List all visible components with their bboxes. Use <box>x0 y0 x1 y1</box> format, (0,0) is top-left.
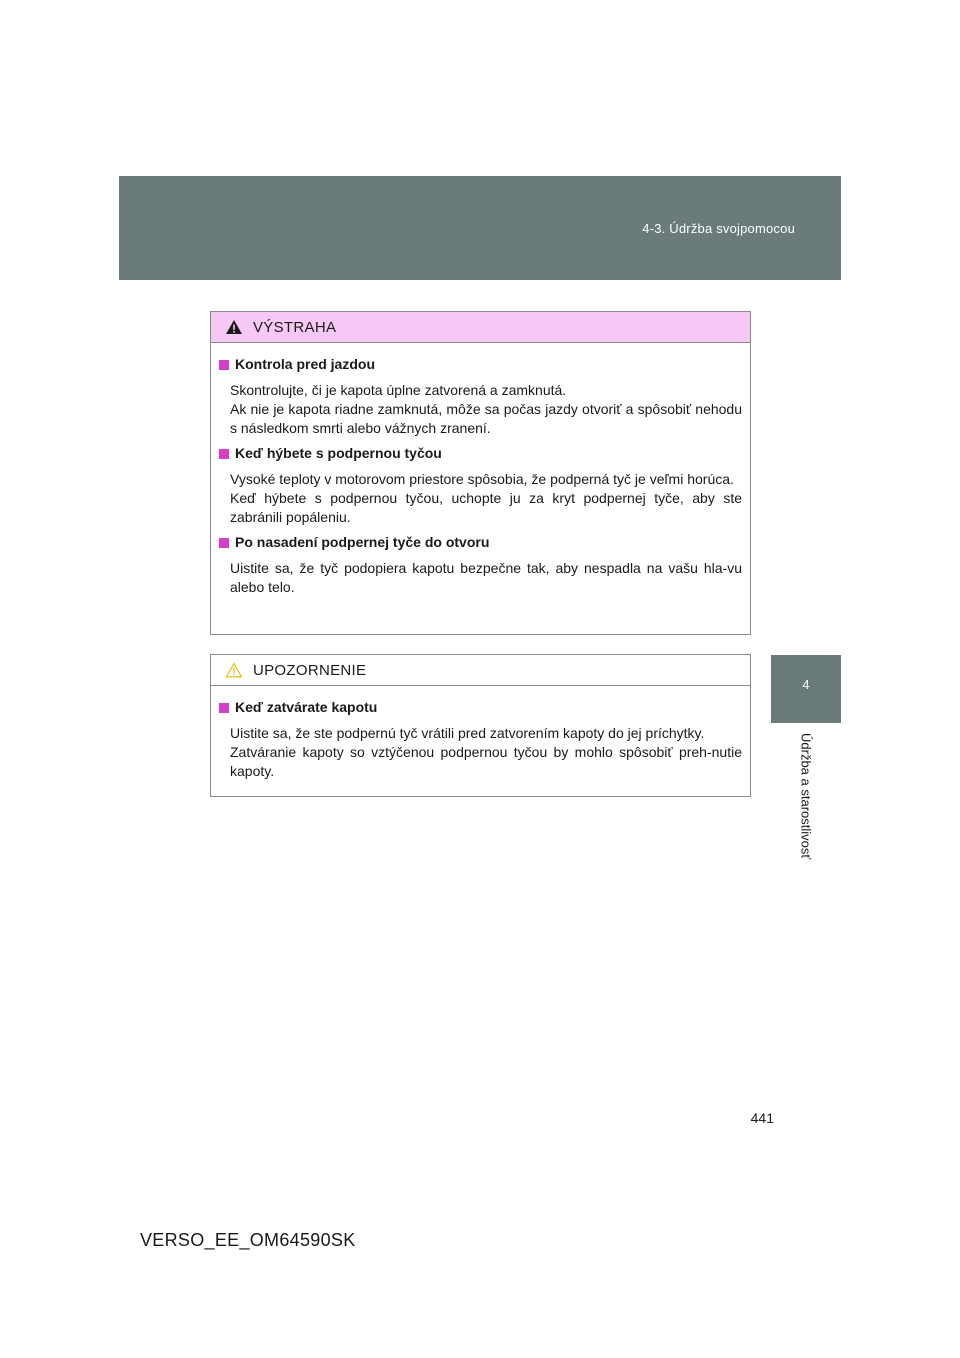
header-band <box>119 176 841 280</box>
text-line: Keď hýbete s podpernou tyčou, uchopte ju za kryt podpernej tyče, aby ste zabránili popáleniu. <box>230 490 742 525</box>
caution-triangle-icon <box>225 662 243 678</box>
warning-section-title <box>219 533 742 552</box>
square-bullet-icon <box>219 538 229 548</box>
warning-section-title <box>219 444 742 463</box>
warning-header <box>211 312 750 343</box>
warning-triangle-icon <box>225 319 243 335</box>
page-number: 441 <box>750 1110 774 1126</box>
section-title: 4-3. Údržba svojpomocou <box>642 221 795 236</box>
warning-body <box>211 343 750 597</box>
square-bullet-icon <box>219 449 229 459</box>
warning-section-title-text: Keď hýbete s podpernou tyčou <box>235 445 442 461</box>
warning-section-title-text: Kontrola pred jazdou <box>235 356 375 372</box>
caution-section-title-text: Keď zatvárate kapotu <box>235 699 378 715</box>
caution-box <box>210 654 751 797</box>
chapter-number: 4 <box>802 677 810 692</box>
text-line: Ak nie je kapota riadne zamknutá, môže sa počas jazdy otvoriť a spôsobiť nehodu s následkom smrti alebo vážnych zranení. <box>230 401 742 436</box>
caution-body <box>211 686 750 781</box>
caution-section-title <box>219 698 742 717</box>
text-line: Zatváranie kapoty so vztýčenou podpernou tyčou by mohlo spôsobiť preh-nutie kapoty. <box>230 744 742 779</box>
square-bullet-icon <box>219 703 229 713</box>
text-line: Uistite sa, že tyč podopiera kapotu bezpečne tak, aby nespadla na vašu hla-vu alebo telo. <box>230 560 742 595</box>
warning-box <box>210 311 751 635</box>
warning-paragraph <box>219 559 742 597</box>
caution-label: UPOZORNENIE <box>253 661 367 679</box>
chapter-side-label-text: Údržba a starostlivosť <box>798 733 814 860</box>
warning-paragraph <box>219 381 742 438</box>
chapter-tab <box>771 655 841 723</box>
warning-label: VÝSTRAHA <box>253 318 337 336</box>
caution-paragraph <box>219 724 742 781</box>
warning-section-title-text: Po nasadení podpernej tyče do otvoru <box>235 534 490 550</box>
text-line: Uistite sa, že ste podpernú tyč vrátili pred zatvorením kapoty do jej príchytky. <box>230 725 705 741</box>
document-code: VERSO_EE_OM64590SK <box>140 1230 356 1250</box>
text-line: Vysoké teploty v motorovom priestore spôsobia, že podperná tyč je veľmi horúca. <box>230 471 734 487</box>
chapter-side-label <box>796 733 816 873</box>
warning-section-title <box>219 355 742 374</box>
text-line: Skontrolujte, či je kapota úplne zatvorená a zamknutá. <box>230 382 567 398</box>
caution-header <box>211 655 750 686</box>
warning-paragraph <box>219 470 742 527</box>
square-bullet-icon <box>219 360 229 370</box>
